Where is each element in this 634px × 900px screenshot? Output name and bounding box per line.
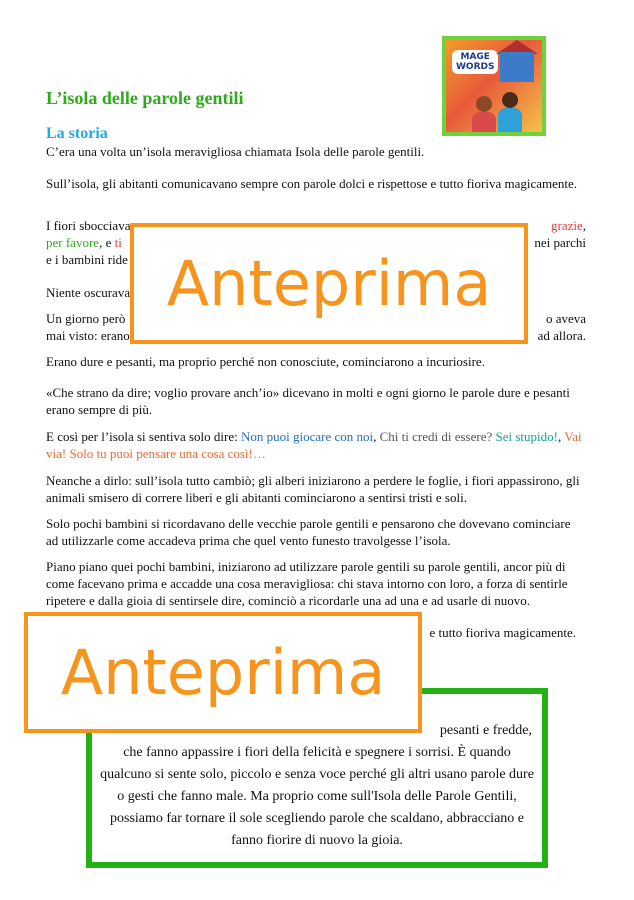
- section-heading: La storia: [46, 125, 108, 142]
- p3-start: I fiori sbocciava: [46, 218, 131, 233]
- logo-line2: WORDS: [456, 62, 495, 72]
- p3-comma: ,: [582, 218, 586, 233]
- paragraph-2: Sull’isola, gli abitanti comunicavano sempre con parole dolci e rispettose e tutto fioriva magicamente.: [46, 176, 578, 191]
- paragraph-12: e tutto fioriva magicamente.: [429, 625, 576, 640]
- p5-d: ad allora.: [537, 328, 586, 343]
- phrase-vai-via: Vai via! Solo tu puoi pensare una cosa così!…: [46, 429, 582, 461]
- watermark-preview: Anteprima: [130, 223, 528, 344]
- word-per-favore: per favore: [46, 235, 100, 250]
- p5-c: mai visto: erano: [46, 328, 130, 343]
- paragraph-1: C’era una volta un’isola meravigliosa chiamata Isola delle parole gentili.: [46, 144, 425, 159]
- paragraph-8: [46, 428, 586, 462]
- logo-line1: MAGE: [460, 52, 490, 62]
- phrase-sei-stupido: Sei stupido!: [495, 429, 558, 444]
- phrase-chi-ti-credi: Chi ti credi di essere?: [379, 429, 493, 444]
- paragraph-9: Neanche a dirlo: sull’isola tutto cambiò; gli alberi iniziarono a perdere le foglie, i fiori appassirono, gli animali smisero di correre liberi e gli abitanti cominciarono a sentirsi tristi e soli.: [46, 473, 580, 505]
- p5-b: o aveva: [545, 311, 586, 326]
- word-ti: ti: [114, 235, 122, 250]
- p5-a: Un giorno però: [46, 311, 126, 326]
- p3-tail: nei parchi: [534, 235, 586, 250]
- word-grazie: grazie: [550, 218, 583, 233]
- paragraph-4: Niente oscurava: [46, 285, 131, 300]
- paragraph-6: Erano dure e pesanti, ma proprio perché non conosciute, cominciarono a incuriosire.: [46, 354, 485, 369]
- paragraph-10: Solo pochi bambini si ricordavano delle vecchie parole gentili e pensarono che dovevano cominciare ad utilizzarle come accadeva prima che quel vento funesto travolgesse l’isola.: [46, 516, 571, 548]
- p3-line3: e i bambini ride: [46, 252, 128, 267]
- child-head-icon: [476, 96, 492, 112]
- magic-words-logo: [452, 50, 498, 74]
- p8-sep: ,: [373, 429, 380, 444]
- child-head-icon: [502, 92, 518, 108]
- cover-image: [442, 36, 546, 136]
- box-line1: pesanti e fredde,: [439, 723, 532, 738]
- p3-and: , e: [99, 235, 115, 250]
- paragraph-7: «Che strano da dire; voglio provare anch’io» dicevano in molti e ogni giorno le parole dure e pesanti erano sempre di più.: [46, 385, 570, 417]
- watermark-preview: Anteprima: [24, 612, 422, 733]
- p8-intro: E così per l’isola si sentiva solo dire:: [46, 429, 241, 444]
- message-box-text: [96, 720, 538, 852]
- p8-sep: ,: [557, 429, 562, 444]
- phrase-non-puoi-giocare: Non puoi giocare con noi: [240, 429, 374, 444]
- child-body-icon: [472, 112, 496, 132]
- page-title: L’isola delle parole gentili: [46, 88, 244, 108]
- child-body-icon: [498, 108, 522, 132]
- house-icon: [500, 52, 534, 82]
- paragraph-11: Piano piano quei pochi bambini, iniziarono ad utilizzare parole gentili su parole gentili, ancor più di come facevano prima e accadde una cosa meravigliosa: chi stava intorno con loro, a forza di sentirle ripetere e dalla gioia di sentirsele dire, cominciò a ricordarle una ad una e ad usarle di nuovo.: [46, 559, 568, 608]
- box-rest: che fanno appassire i fiori della felicità e spegnere i sorrisi. È quando qualcuno si sente solo, piccolo e senza voce perché gli altri usano parole dure o gesti che fanno male. Ma proprio come sull'Isola delle Parole Gentili, possiamo far tornare il sole scegliendo parole che scaldano, abbracciano e fanno fiorire di nuovo la gioia.: [100, 745, 534, 848]
